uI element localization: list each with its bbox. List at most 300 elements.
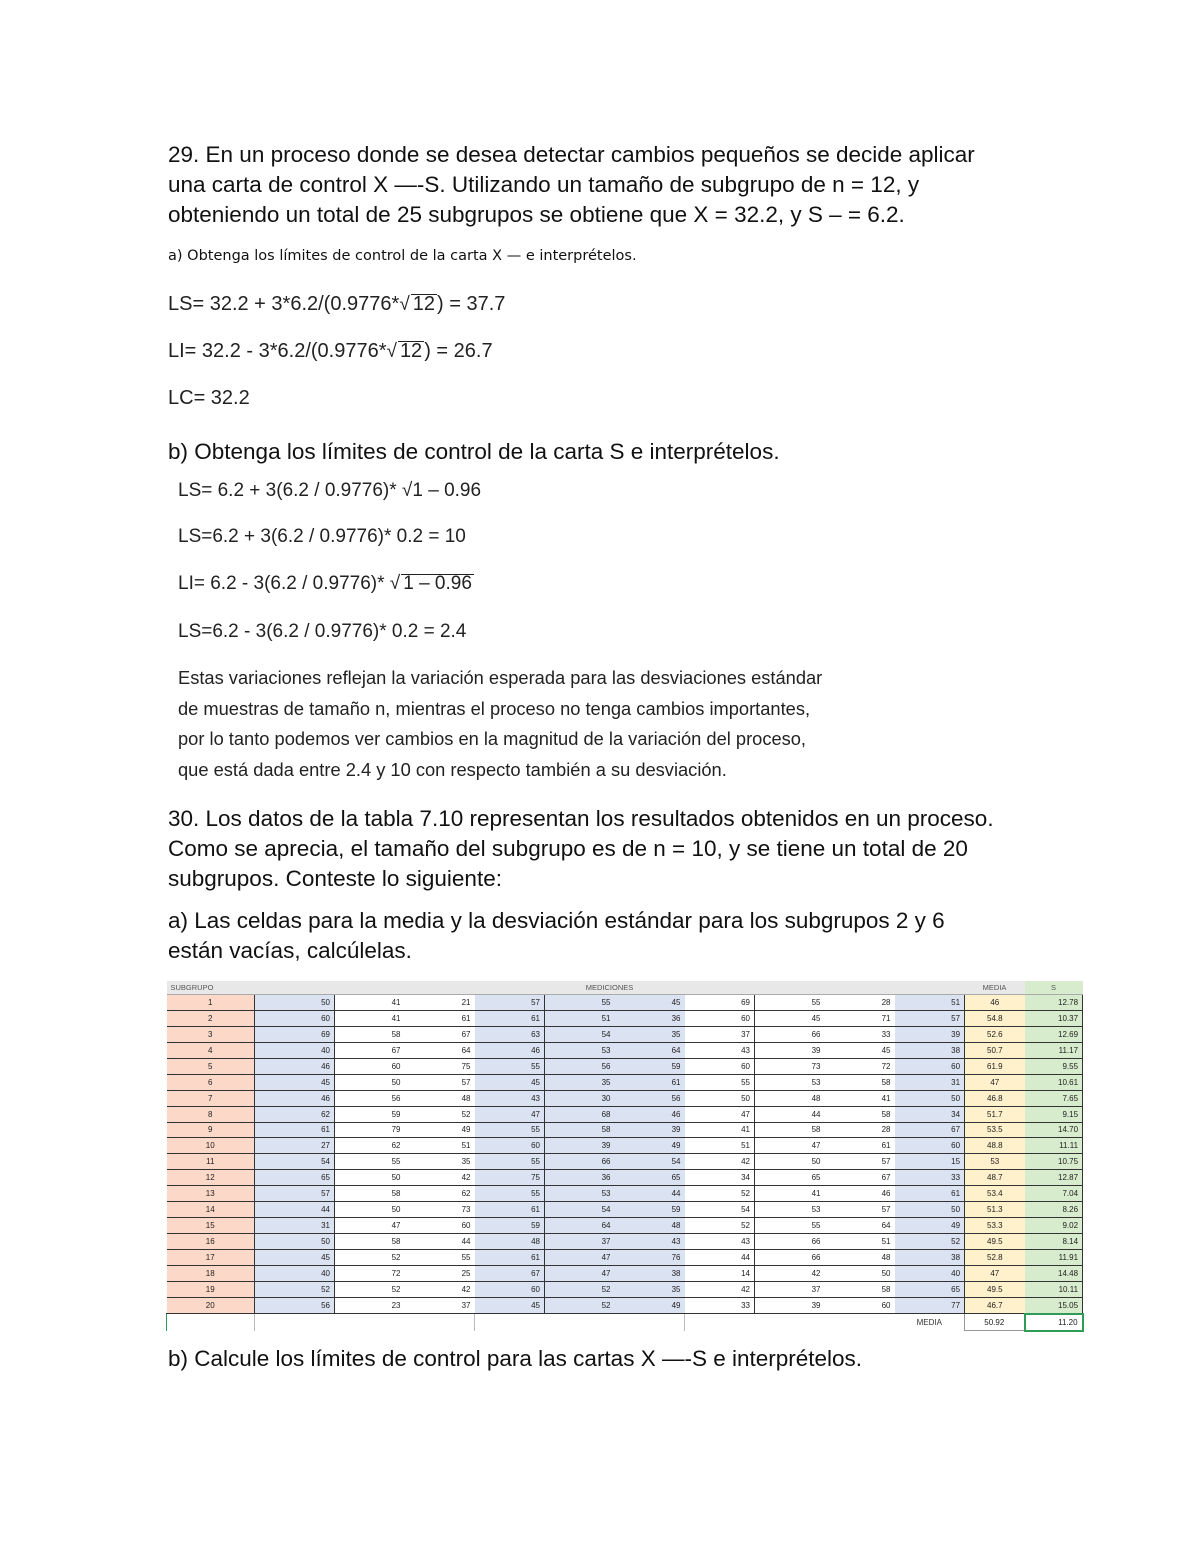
- cell-medicion: 75: [475, 1170, 545, 1186]
- table-row: [167, 1297, 1083, 1313]
- cell-medicion: 51: [825, 1234, 895, 1250]
- cell-subgrupo: 4: [167, 1042, 255, 1058]
- cell-medicion: 59: [335, 1106, 405, 1122]
- cell-subgrupo: 7: [167, 1090, 255, 1106]
- cell-medicion: 50: [255, 1234, 335, 1250]
- cell-s: 14.48: [1025, 1265, 1083, 1281]
- footer-media-label: MEDIA: [895, 1314, 965, 1331]
- table-row: [167, 1010, 1083, 1026]
- cell-medicion: 38: [895, 1250, 965, 1266]
- cell-medicion: 35: [405, 1154, 475, 1170]
- cell-s: 11.11: [1025, 1138, 1083, 1154]
- cell-medicion: 67: [825, 1170, 895, 1186]
- cell-medicion: 42: [405, 1281, 475, 1297]
- footer-empty-cell: [335, 1314, 405, 1331]
- cell-medicion: 62: [405, 1186, 475, 1202]
- cell-medicion: 45: [755, 1010, 825, 1026]
- cell-medicion: 64: [545, 1218, 615, 1234]
- footer-empty-cell: [167, 1314, 255, 1331]
- cell-medicion: 31: [895, 1074, 965, 1090]
- table-row: [167, 1250, 1083, 1266]
- cell-s: 9.55: [1025, 1058, 1083, 1074]
- cell-medicion: 61: [895, 1186, 965, 1202]
- cell-medicion: 51: [405, 1138, 475, 1154]
- ls-suffix: ) = 37.7: [437, 293, 506, 315]
- cell-medicion: 67: [895, 1122, 965, 1138]
- s-li1-equation: [178, 573, 474, 595]
- cell-medicion: 57: [825, 1202, 895, 1218]
- cell-medicion: 61: [405, 1010, 475, 1026]
- cell-medicion: 52: [685, 1218, 755, 1234]
- cell-media: 54.8: [965, 1010, 1025, 1026]
- s-li1-radicand: 1 – 0.96: [403, 573, 472, 594]
- cell-medicion: 41: [755, 1186, 825, 1202]
- cell-medicion: 67: [405, 1026, 475, 1042]
- cell-medicion: 61: [825, 1138, 895, 1154]
- q29-li-equation: [168, 340, 493, 363]
- footer-s-value: 11.20: [1025, 1314, 1083, 1331]
- cell-subgrupo: 19: [167, 1281, 255, 1297]
- cell-medicion: 49: [615, 1297, 685, 1313]
- cell-medicion: 58: [825, 1074, 895, 1090]
- q30-part-a: [168, 906, 1068, 966]
- cell-media: 53.5: [965, 1122, 1025, 1138]
- cell-medicion: 39: [615, 1122, 685, 1138]
- cell-medicion: 37: [755, 1281, 825, 1297]
- cell-medicion: 50: [335, 1202, 405, 1218]
- footer-empty-cell: [255, 1314, 335, 1331]
- cell-subgrupo: 20: [167, 1297, 255, 1313]
- cell-media: 53.4: [965, 1186, 1025, 1202]
- cell-medicion: 61: [615, 1074, 685, 1090]
- cell-medicion: 31: [255, 1218, 335, 1234]
- cell-medicion: 41: [825, 1090, 895, 1106]
- table-row: [167, 1026, 1083, 1042]
- cell-medicion: 43: [615, 1234, 685, 1250]
- cell-medicion: 46: [615, 1106, 685, 1122]
- cell-medicion: 77: [895, 1297, 965, 1313]
- cell-medicion: 37: [545, 1234, 615, 1250]
- cell-medicion: 57: [405, 1074, 475, 1090]
- cell-medicion: 50: [255, 995, 335, 1011]
- cell-medicion: 55: [335, 1154, 405, 1170]
- cell-medicion: 39: [545, 1138, 615, 1154]
- header-media: MEDIA: [965, 981, 1025, 995]
- cell-medicion: 73: [405, 1202, 475, 1218]
- cell-medicion: 45: [475, 1074, 545, 1090]
- cell-medicion: 42: [755, 1265, 825, 1281]
- cell-medicion: 52: [405, 1106, 475, 1122]
- cell-medicion: 65: [755, 1170, 825, 1186]
- cell-medicion: 73: [755, 1058, 825, 1074]
- cell-media: 49.5: [965, 1234, 1025, 1250]
- cell-medicion: 65: [615, 1170, 685, 1186]
- cell-medicion: 55: [755, 995, 825, 1011]
- interp-line: de muestras de tamaño n, mientras el proceso no tenga cambios importantes,: [178, 697, 811, 719]
- table-row: [167, 1090, 1083, 1106]
- footer-empty-cell: [545, 1314, 615, 1331]
- cell-medicion: 61: [255, 1122, 335, 1138]
- cell-medicion: 58: [825, 1281, 895, 1297]
- cell-subgrupo: 9: [167, 1122, 255, 1138]
- cell-medicion: 44: [755, 1106, 825, 1122]
- cell-medicion: 56: [255, 1297, 335, 1313]
- cell-medicion: 79: [335, 1122, 405, 1138]
- cell-media: 51.3: [965, 1202, 1025, 1218]
- cell-s: 7.04: [1025, 1186, 1083, 1202]
- cell-medicion: 49: [895, 1218, 965, 1234]
- cell-medicion: 50: [335, 1074, 405, 1090]
- cell-medicion: 58: [335, 1234, 405, 1250]
- cell-medicion: 72: [825, 1058, 895, 1074]
- cell-medicion: 38: [895, 1042, 965, 1058]
- cell-medicion: 52: [335, 1281, 405, 1297]
- table-row: [167, 1186, 1083, 1202]
- cell-medicion: 67: [335, 1042, 405, 1058]
- cell-medicion: 60: [335, 1058, 405, 1074]
- q29-line: 29. En un proceso donde se desea detectar cambios pequeños se decide aplicar: [168, 142, 975, 167]
- cell-medicion: 40: [255, 1042, 335, 1058]
- cell-medicion: 46: [255, 1058, 335, 1074]
- cell-media: 46.7: [965, 1297, 1025, 1313]
- table-row: [167, 1138, 1083, 1154]
- s-ls2-equation: LS=6.2 + 3(6.2 / 0.9776)* 0.2 = 10: [178, 526, 466, 547]
- table-row: [167, 1154, 1083, 1170]
- q30-part-b: b) Calcule los límites de control para las cartas X —-S e interprételos.: [168, 1346, 863, 1371]
- cell-medicion: 33: [895, 1170, 965, 1186]
- cell-medicion: 55: [475, 1122, 545, 1138]
- cell-medicion: 48: [475, 1234, 545, 1250]
- cell-medicion: 71: [825, 1010, 895, 1026]
- header-mediciones: MEDICIONES: [255, 981, 965, 995]
- cell-medicion: 49: [615, 1138, 685, 1154]
- cell-medicion: 52: [255, 1281, 335, 1297]
- interp-line: Estas variaciones reflejan la variación esperada para las desviaciones estándar: [178, 667, 823, 688]
- cell-medicion: 28: [825, 995, 895, 1011]
- cell-medicion: 48: [755, 1090, 825, 1106]
- cell-medicion: 53: [545, 1186, 615, 1202]
- table-row: [167, 1122, 1083, 1138]
- cell-medicion: 52: [335, 1250, 405, 1266]
- footer-empty-cell: [475, 1314, 545, 1331]
- cell-s: 14.70: [1025, 1122, 1083, 1138]
- s-ls3-equation: LS=6.2 - 3(6.2 / 0.9776)* 0.2 = 2.4: [178, 621, 467, 642]
- q29-lc-equation: LC= 32.2: [168, 387, 250, 409]
- cell-medicion: 50: [895, 1202, 965, 1218]
- cell-medicion: 40: [255, 1265, 335, 1281]
- cell-medicion: 41: [685, 1122, 755, 1138]
- cell-medicion: 58: [335, 1026, 405, 1042]
- cell-medicion: 60: [255, 1010, 335, 1026]
- cell-s: 8.14: [1025, 1234, 1083, 1250]
- cell-s: 10.11: [1025, 1281, 1083, 1297]
- cell-media: 49.5: [965, 1281, 1025, 1297]
- cell-medicion: 48: [405, 1090, 475, 1106]
- cell-medicion: 54: [255, 1154, 335, 1170]
- cell-medicion: 34: [895, 1106, 965, 1122]
- cell-medicion: 66: [755, 1250, 825, 1266]
- table-row: [167, 1042, 1083, 1058]
- table-row: [167, 1234, 1083, 1250]
- cell-medicion: 60: [825, 1297, 895, 1313]
- cell-medicion: 33: [685, 1297, 755, 1313]
- cell-medicion: 61: [475, 1202, 545, 1218]
- cell-subgrupo: 2: [167, 1010, 255, 1026]
- footer-empty-cell: [405, 1314, 475, 1331]
- cell-medicion: 51: [685, 1138, 755, 1154]
- sqrt-symbol: √: [399, 294, 410, 315]
- cell-medicion: 43: [475, 1090, 545, 1106]
- cell-medicion: 43: [685, 1042, 755, 1058]
- ls-prefix: LS= 32.2 + 3*6.2/(0.9776*: [168, 293, 400, 315]
- footer-empty-cell: [755, 1314, 825, 1331]
- cell-medicion: 38: [615, 1265, 685, 1281]
- cell-medicion: 45: [475, 1297, 545, 1313]
- cell-medicion: 45: [615, 995, 685, 1011]
- cell-medicion: 33: [825, 1026, 895, 1042]
- cell-s: 12.78: [1025, 995, 1083, 1011]
- cell-medicion: 52: [895, 1234, 965, 1250]
- cell-medicion: 55: [685, 1074, 755, 1090]
- cell-medicion: 59: [615, 1058, 685, 1074]
- cell-s: 15.05: [1025, 1297, 1083, 1313]
- cell-medicion: 47: [545, 1250, 615, 1266]
- cell-medicion: 63: [475, 1026, 545, 1042]
- cell-medicion: 67: [475, 1265, 545, 1281]
- cell-medicion: 46: [475, 1042, 545, 1058]
- sqrt-symbol: √: [389, 573, 401, 594]
- header-s: S: [1025, 981, 1083, 995]
- cell-medicion: 57: [475, 995, 545, 1011]
- cell-medicion: 25: [405, 1265, 475, 1281]
- cell-subgrupo: 13: [167, 1186, 255, 1202]
- cell-subgrupo: 5: [167, 1058, 255, 1074]
- cell-media: 48.8: [965, 1138, 1025, 1154]
- cell-medicion: 44: [255, 1202, 335, 1218]
- li-prefix: LI= 32.2 - 3*6.2/(0.9776*: [168, 340, 387, 362]
- cell-medicion: 47: [685, 1106, 755, 1122]
- cell-medicion: 35: [545, 1074, 615, 1090]
- q30-line: 30. Los datos de la tabla 7.10 representan los resultados obtenidos en un proceso.: [168, 806, 994, 831]
- table-row: [167, 1074, 1083, 1090]
- s-li1-prefix: LI= 6.2 - 3(6.2 / 0.9776)*: [178, 573, 390, 594]
- cell-medicion: 15: [895, 1154, 965, 1170]
- cell-medicion: 46: [255, 1090, 335, 1106]
- cell-medicion: 76: [615, 1250, 685, 1266]
- cell-medicion: 39: [755, 1042, 825, 1058]
- li-suffix: ) = 26.7: [424, 340, 493, 362]
- q29-statement: [168, 140, 1068, 230]
- cell-subgrupo: 8: [167, 1106, 255, 1122]
- cell-medicion: 41: [335, 1010, 405, 1026]
- cell-medicion: 48: [825, 1250, 895, 1266]
- cell-medicion: 61: [475, 1250, 545, 1266]
- cell-s: 8.26: [1025, 1202, 1083, 1218]
- cell-medicion: 55: [755, 1218, 825, 1234]
- cell-medicion: 46: [825, 1186, 895, 1202]
- cell-media: 46: [965, 995, 1025, 1011]
- cell-medicion: 52: [545, 1281, 615, 1297]
- cell-medicion: 50: [335, 1170, 405, 1186]
- cell-medicion: 60: [685, 1058, 755, 1074]
- cell-medicion: 39: [895, 1026, 965, 1042]
- s-ls1-equation: [178, 480, 481, 502]
- cell-medicion: 53: [545, 1042, 615, 1058]
- cell-medicion: 36: [545, 1170, 615, 1186]
- cell-media: 46.8: [965, 1090, 1025, 1106]
- footer-media-value: 50.92: [965, 1314, 1025, 1331]
- cell-s: 9.15: [1025, 1106, 1083, 1122]
- table-row: [167, 1170, 1083, 1186]
- q29-line: una carta de control X —-S. Utilizando un tamaño de subgrupo de n = 12, y: [168, 172, 920, 197]
- cell-medicion: 34: [685, 1170, 755, 1186]
- cell-subgrupo: 10: [167, 1138, 255, 1154]
- interp-line: por lo tanto podemos ver cambios en la magnitud de la variación del proceso,: [178, 728, 807, 749]
- cell-media: 53: [965, 1154, 1025, 1170]
- cell-medicion: 47: [475, 1106, 545, 1122]
- q30-line: subgrupos. Conteste lo siguiente:: [168, 866, 502, 891]
- cell-medicion: 66: [545, 1154, 615, 1170]
- q29-part-b: b) Obtenga los límites de control de la carta S e interprételos.: [168, 439, 780, 464]
- cell-medicion: 52: [685, 1186, 755, 1202]
- table-row: [167, 1106, 1083, 1122]
- cell-medicion: 66: [755, 1026, 825, 1042]
- cell-medicion: 42: [685, 1281, 755, 1297]
- cell-medicion: 60: [405, 1218, 475, 1234]
- cell-s: 9.02: [1025, 1218, 1083, 1234]
- cell-medicion: 53: [755, 1202, 825, 1218]
- table-row: [167, 1058, 1083, 1074]
- cell-s: 11.91: [1025, 1250, 1083, 1266]
- cell-medicion: 58: [545, 1122, 615, 1138]
- q29-part-a: a) Obtenga los límites de control de la carta X — e interprételos.: [168, 248, 637, 264]
- cell-s: 11.17: [1025, 1042, 1083, 1058]
- cell-medicion: 69: [685, 995, 755, 1011]
- cell-media: 47: [965, 1265, 1025, 1281]
- interp-line: que está dada entre 2.4 y 10 con respecto también a su desviación.: [178, 758, 727, 780]
- cell-medicion: 50: [755, 1154, 825, 1170]
- cell-subgrupo: 11: [167, 1154, 255, 1170]
- cell-medicion: 50: [825, 1265, 895, 1281]
- q30-part-a-line: están vacías, calcúlelas.: [168, 938, 412, 963]
- cell-medicion: 60: [895, 1058, 965, 1074]
- cell-medicion: 57: [825, 1154, 895, 1170]
- cell-subgrupo: 17: [167, 1250, 255, 1266]
- cell-medicion: 43: [685, 1234, 755, 1250]
- q29-ls-equation: [168, 293, 505, 316]
- q29-line: obteniendo un total de 25 subgrupos se obtiene que X = 32.2, y S – = 6.2.: [168, 202, 905, 227]
- cell-medicion: 59: [615, 1202, 685, 1218]
- sqrt-symbol: √: [386, 341, 397, 362]
- cell-medicion: 54: [615, 1154, 685, 1170]
- cell-medicion: 75: [405, 1058, 475, 1074]
- cell-medicion: 60: [475, 1138, 545, 1154]
- s-ls1-radicand: 1 – 0.96: [412, 480, 482, 501]
- cell-medicion: 60: [685, 1010, 755, 1026]
- cell-medicion: 58: [335, 1186, 405, 1202]
- cell-media: 52.6: [965, 1026, 1025, 1042]
- interpretation-paragraph: [178, 663, 1058, 785]
- cell-media: 51.7: [965, 1106, 1025, 1122]
- cell-medicion: 27: [255, 1138, 335, 1154]
- cell-medicion: 39: [755, 1297, 825, 1313]
- cell-s: 10.37: [1025, 1010, 1083, 1026]
- cell-medicion: 42: [685, 1154, 755, 1170]
- cell-medicion: 55: [545, 995, 615, 1011]
- cell-medicion: 59: [475, 1218, 545, 1234]
- cell-medicion: 50: [895, 1090, 965, 1106]
- cell-medicion: 47: [755, 1138, 825, 1154]
- table-header-row: [167, 981, 1083, 995]
- cell-medicion: 41: [335, 995, 405, 1011]
- cell-medicion: 28: [825, 1122, 895, 1138]
- cell-medicion: 45: [255, 1074, 335, 1090]
- cell-medicion: 48: [615, 1218, 685, 1234]
- q30-part-a-line: a) Las celdas para la media y la desviación estándar para los subgrupos 2 y 6: [168, 908, 945, 933]
- cell-medicion: 45: [255, 1250, 335, 1266]
- table-row: [167, 1218, 1083, 1234]
- cell-media: 50.7: [965, 1042, 1025, 1058]
- cell-medicion: 64: [615, 1042, 685, 1058]
- footer-empty-cell: [615, 1314, 685, 1331]
- cell-media: 61.9: [965, 1058, 1025, 1074]
- cell-s: 12.69: [1025, 1026, 1083, 1042]
- cell-medicion: 57: [895, 1010, 965, 1026]
- cell-medicion: 37: [405, 1297, 475, 1313]
- table-row: [167, 995, 1083, 1011]
- cell-medicion: 23: [335, 1297, 405, 1313]
- cell-medicion: 35: [615, 1026, 685, 1042]
- cell-s: 7.65: [1025, 1090, 1083, 1106]
- table-row: [167, 1265, 1083, 1281]
- cell-medicion: 72: [335, 1265, 405, 1281]
- cell-medicion: 55: [475, 1186, 545, 1202]
- cell-medicion: 62: [335, 1138, 405, 1154]
- cell-medicion: 35: [615, 1281, 685, 1297]
- cell-medicion: 44: [685, 1250, 755, 1266]
- cell-medicion: 64: [825, 1218, 895, 1234]
- cell-medicion: 56: [615, 1090, 685, 1106]
- cell-medicion: 53: [755, 1074, 825, 1090]
- cell-medicion: 54: [545, 1026, 615, 1042]
- cell-medicion: 69: [255, 1026, 335, 1042]
- footer-empty-cell: [825, 1314, 895, 1331]
- cell-medicion: 44: [405, 1234, 475, 1250]
- cell-medicion: 65: [895, 1281, 965, 1297]
- cell-s: 10.75: [1025, 1154, 1083, 1170]
- cell-medicion: 65: [255, 1170, 335, 1186]
- cell-medicion: 47: [545, 1265, 615, 1281]
- li-radicand: 12: [399, 340, 423, 362]
- cell-s: 12.87: [1025, 1170, 1083, 1186]
- header-subgrupo: SUBGRUPO: [167, 981, 255, 995]
- cell-medicion: 58: [825, 1106, 895, 1122]
- cell-media: 52.8: [965, 1250, 1025, 1266]
- cell-medicion: 56: [335, 1090, 405, 1106]
- cell-medicion: 52: [545, 1297, 615, 1313]
- s-ls1-prefix: LS= 6.2 + 3(6.2 / 0.9776)* √: [178, 480, 413, 501]
- cell-medicion: 54: [545, 1202, 615, 1218]
- cell-medicion: 50: [685, 1090, 755, 1106]
- cell-medicion: 51: [545, 1010, 615, 1026]
- data-table-image: [166, 981, 1079, 1332]
- cell-medicion: 60: [895, 1138, 965, 1154]
- cell-medicion: 49: [405, 1122, 475, 1138]
- cell-medicion: 30: [545, 1090, 615, 1106]
- cell-medicion: 56: [545, 1058, 615, 1074]
- cell-medicion: 44: [615, 1186, 685, 1202]
- cell-media: 47: [965, 1074, 1025, 1090]
